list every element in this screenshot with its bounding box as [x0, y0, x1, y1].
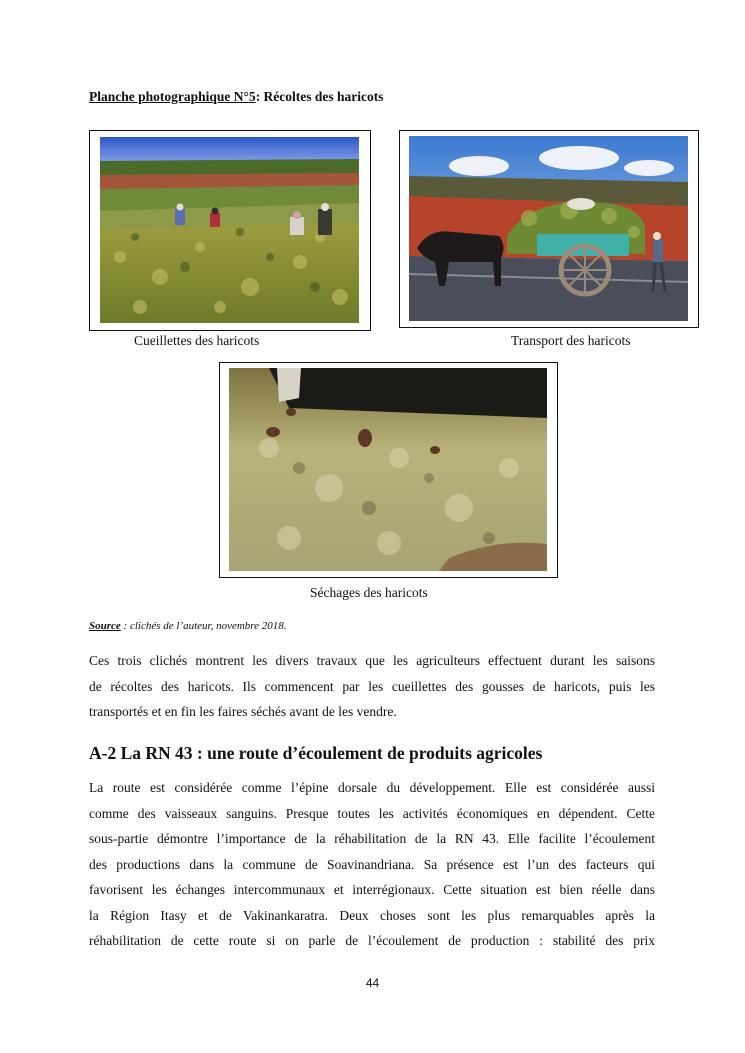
plate-title-text: : Récoltes des haricots	[255, 89, 384, 104]
photo-frame-drying	[219, 362, 558, 578]
photo-bean-picking	[100, 137, 359, 323]
paragraph-1	[89, 648, 655, 725]
paragraph-2-line: comme des vaisseaux sanguins. Presque toutes les activités économiques en dépendent. Cette	[89, 805, 655, 821]
paragraph-1-line: Ces trois clichés montrent les divers travaux que les agriculteurs effectuent durant les saisons	[89, 653, 655, 668]
paragraph-2	[89, 775, 655, 954]
plate-title	[89, 89, 384, 105]
paragraph-2-line: favorisent les échanges intercommunaux et interrégionaux. Cette situation est bien réelle dans	[89, 882, 655, 897]
paragraph-2-line: la Région Itasy et de Vakinankaratra. Deux choses sont les plus remarquables après la	[89, 907, 655, 923]
source-text: : clichés de l’auteur, novembre 2018.	[120, 620, 287, 632]
paragraph-1-line: transportés et en fin les faires séchés avant de les vendre.	[89, 704, 397, 719]
paragraph-2-line: réhabilitation de cette route si on parle de l’écoulement de production : stabilité des prix	[89, 933, 655, 948]
photo-bean-transport	[409, 136, 688, 321]
section-heading: A-2 La RN 43 : une route d’écoulement de produits agricoles	[89, 743, 543, 763]
page-number: 44	[365, 976, 380, 990]
photo-bean-drying	[229, 368, 547, 571]
paragraph-1-line: de récoltes des haricots. Ils commencent par les cueillettes des gousses de haricots, puis les	[89, 678, 655, 694]
photo-frame-picking	[89, 130, 371, 331]
caption-transport: Transport des haricots	[511, 333, 631, 348]
plate-title-number: Planche photographique N°5	[89, 89, 256, 104]
photo-frame-transport	[399, 130, 699, 328]
paragraph-2-line: des productions dans la commune de Soavinandriana. Sa présence est l’un des facteurs qui	[89, 856, 655, 872]
paragraph-2-line: sous-partie démontre l’importance de la réhabilitation de la RN 43. Elle facilite l’écoulement	[89, 831, 655, 846]
paragraph-2-line: La route est considérée comme l’épine dorsale du développement. Elle est considérée aussi	[89, 780, 655, 795]
caption-drying: Séchages des haricots	[310, 585, 428, 600]
caption-picking: Cueillettes des haricots	[134, 333, 260, 348]
source-label: Source	[89, 620, 121, 632]
source-note	[89, 620, 287, 632]
